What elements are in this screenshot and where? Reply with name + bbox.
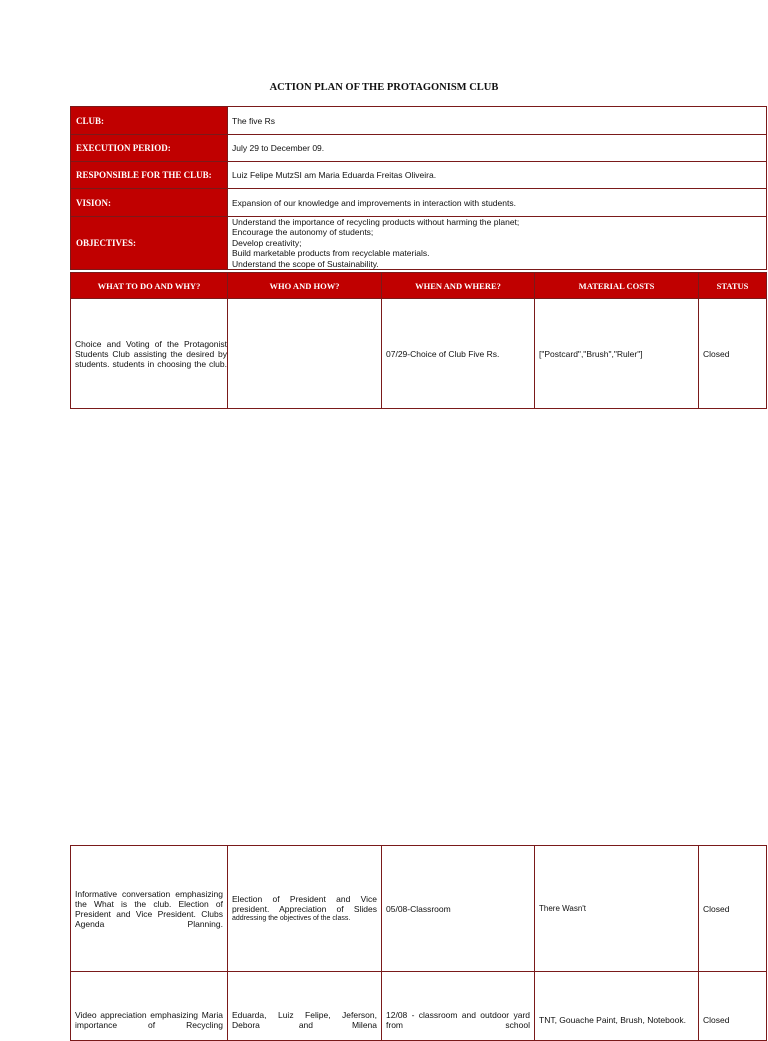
execution-period-label: EXECUTION PERIOD:	[71, 135, 228, 161]
what-cell: Informative conversation emphasizing the What is the club. Election of President and Vice President. Clubs Agenda Planning.	[71, 846, 228, 971]
vision-value: Expansion of our knowledge and improvements in interaction with students.	[232, 197, 516, 208]
objective-item: Encourage the autonomy of students;	[232, 227, 374, 238]
who-cell: Election of President and Vice president. Appreciation of Slides addressing the objectives of the class.	[228, 846, 382, 971]
what-cell: Video appreciation emphasizing Maria importance of Recycling	[71, 972, 228, 1040]
club-value: The five Rs	[232, 115, 275, 126]
when-cell: 05/08-Classroom	[382, 846, 535, 971]
status-cell: Closed	[703, 903, 730, 914]
header-when: WHEN AND WHERE?	[382, 273, 535, 298]
responsible-row	[70, 161, 767, 189]
objectives-label: OBJECTIVES:	[71, 217, 228, 269]
table-row	[70, 298, 767, 409]
club-row	[70, 106, 767, 135]
responsible-label: RESPONSIBLE FOR THE CLUB:	[71, 162, 228, 188]
status-cell: Closed	[703, 348, 730, 359]
cost-cell: ["Postcard","Brush","Ruler"]	[535, 299, 699, 408]
status-cell: Closed	[703, 1015, 730, 1025]
header-who: WHO AND HOW?	[228, 273, 382, 298]
objective-item: Understand the scope of Sustainability.	[232, 258, 379, 269]
objective-item: Build marketable products from recyclable materials.	[232, 248, 430, 259]
cost-cell: TNT, Gouache Paint, Brush, Notebook.	[535, 972, 699, 1040]
plan-table-header	[70, 272, 767, 299]
objectives-row	[70, 216, 767, 270]
vision-row	[70, 188, 767, 217]
table-row	[70, 971, 767, 1041]
objective-item: Understand the importance of recycling products without harming the planet;	[232, 216, 520, 227]
who-cell: Eduarda, Luiz Felipe, Jeferson, Debora and Milena	[228, 972, 382, 1040]
what-cell: Choice and Voting of the Protagonist Students Club assisting the desired by students. students in choosing the club.	[71, 299, 228, 408]
club-label: CLUB:	[71, 107, 228, 134]
objective-item: Develop creativity;	[232, 237, 302, 248]
cost-cell: There Wasn't	[535, 846, 699, 971]
header-status: STATUS	[716, 280, 749, 291]
table-row	[70, 845, 767, 972]
header-what: WHAT TO DO AND WHY?	[71, 273, 228, 298]
execution-period-row	[70, 134, 767, 162]
responsible-value: Luiz Felipe MutzSI am Maria Eduarda Freitas Oliveira.	[232, 170, 437, 180]
vision-label: VISION:	[71, 189, 228, 216]
who-cell	[228, 299, 382, 408]
when-cell: 07/29-Choice of Club Five Rs.	[382, 299, 535, 408]
header-costs: MATERIAL COSTS	[535, 273, 699, 298]
objectives-list	[228, 217, 766, 269]
execution-period-value: July 29 to December 09.	[232, 143, 325, 153]
document-title: ACTION PLAN OF THE PROTAGONISM CLUB	[269, 82, 499, 93]
when-cell: 12/08 - classroom and outdoor yard from school	[382, 972, 535, 1040]
